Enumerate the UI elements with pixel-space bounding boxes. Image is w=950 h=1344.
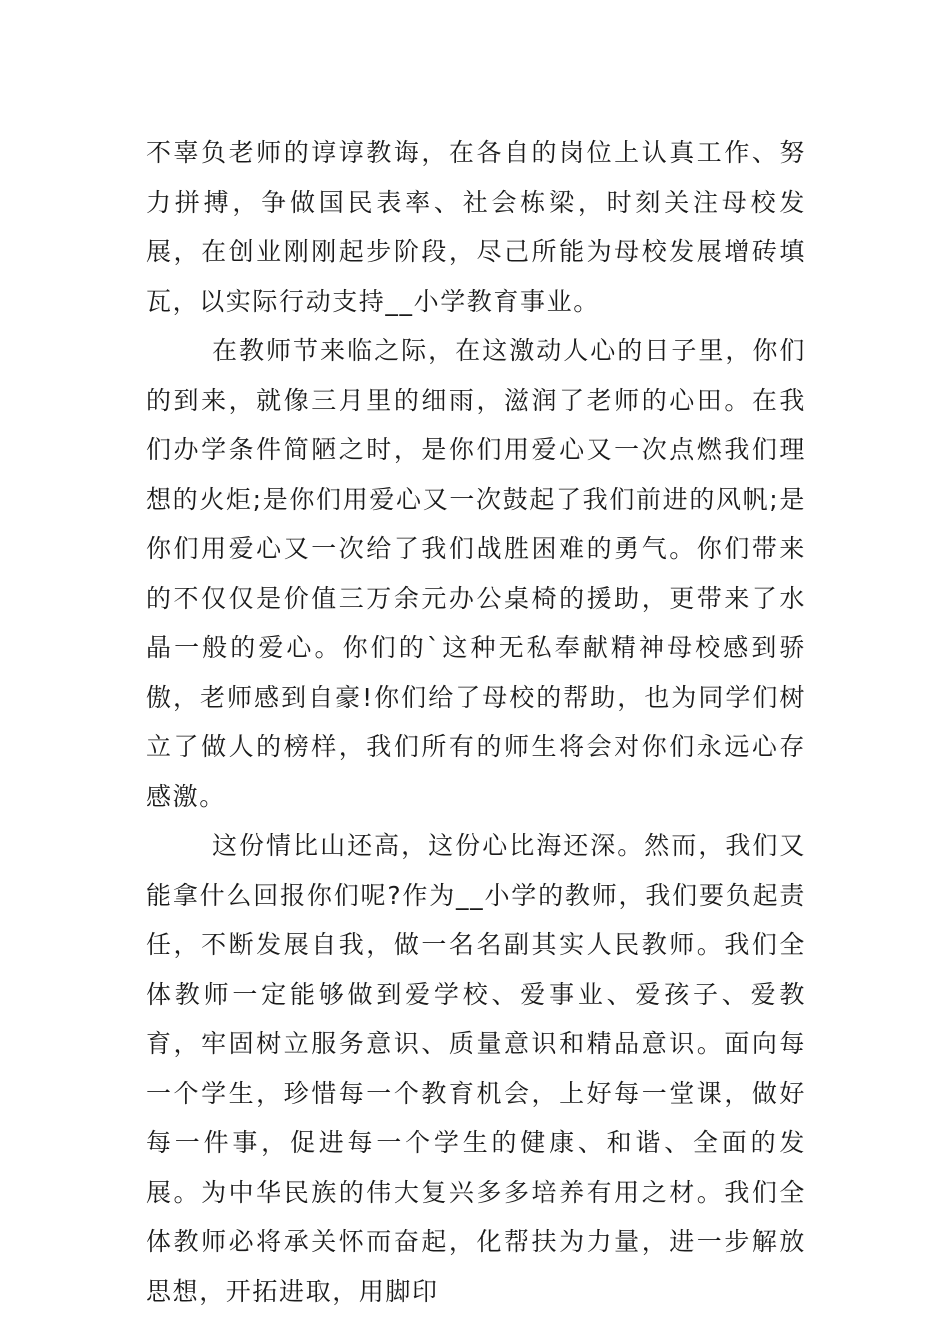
paragraph-teachers-day: 在教师节来临之际，在这激动人心的日子里，你们的到来，就像三月里的细雨，滋润了老师的心田。在我们办学条件简陋之时，是你们用爱心又一次点燃我们理想的火炬;是你们用爱心又一次鼓起了我们前进的风帆;是你们用爱心又一次给了我们战胜困难的勇气。你们带来的不仅仅是价值三万余元办公桌椅的援助，更带来了水晶一般的爱心。你们的`这种无私奉献精神母校感到骄傲，老师感到自豪!你们给了母校的帮助，也为同学们树立了做人的榜样，我们所有的师生将会对你们永远心存感激。 xyxy=(146,336,806,811)
document-body xyxy=(146,128,806,1316)
paragraph-gratitude-commitment: 这份情比山还高，这份心比海还深。然而，我们又能拿什么回报你们呢?作为__小学的教师，我们要负起责任，不断发展自我，做一名名副其实人民教师。我们全体教师一定能够做到爱学校、爱事业、爱孩子、爱教育，牢固树立服务意识、质量意识和精品意识。面向每一个学生，珍惜每一个教育机会，上好每一堂课，做好每一件事，促进每一个学生的健康、和谐、全面的发展。为中华民族的伟大复兴多多培养有用之材。我们全体教师必将承关怀而奋起，化帮扶为力量，进一步解放思想，开拓进取，用脚印 xyxy=(146,831,806,1306)
paragraph-continuation: 不辜负老师的谆谆教诲，在各自的岗位上认真工作、努力拼搏，争做国民表率、社会栋梁，时刻关注母校发展，在创业刚刚起步阶段，尽己所能为母校发展增砖填瓦，以实际行动支持__小学教育事业。 xyxy=(146,138,806,316)
